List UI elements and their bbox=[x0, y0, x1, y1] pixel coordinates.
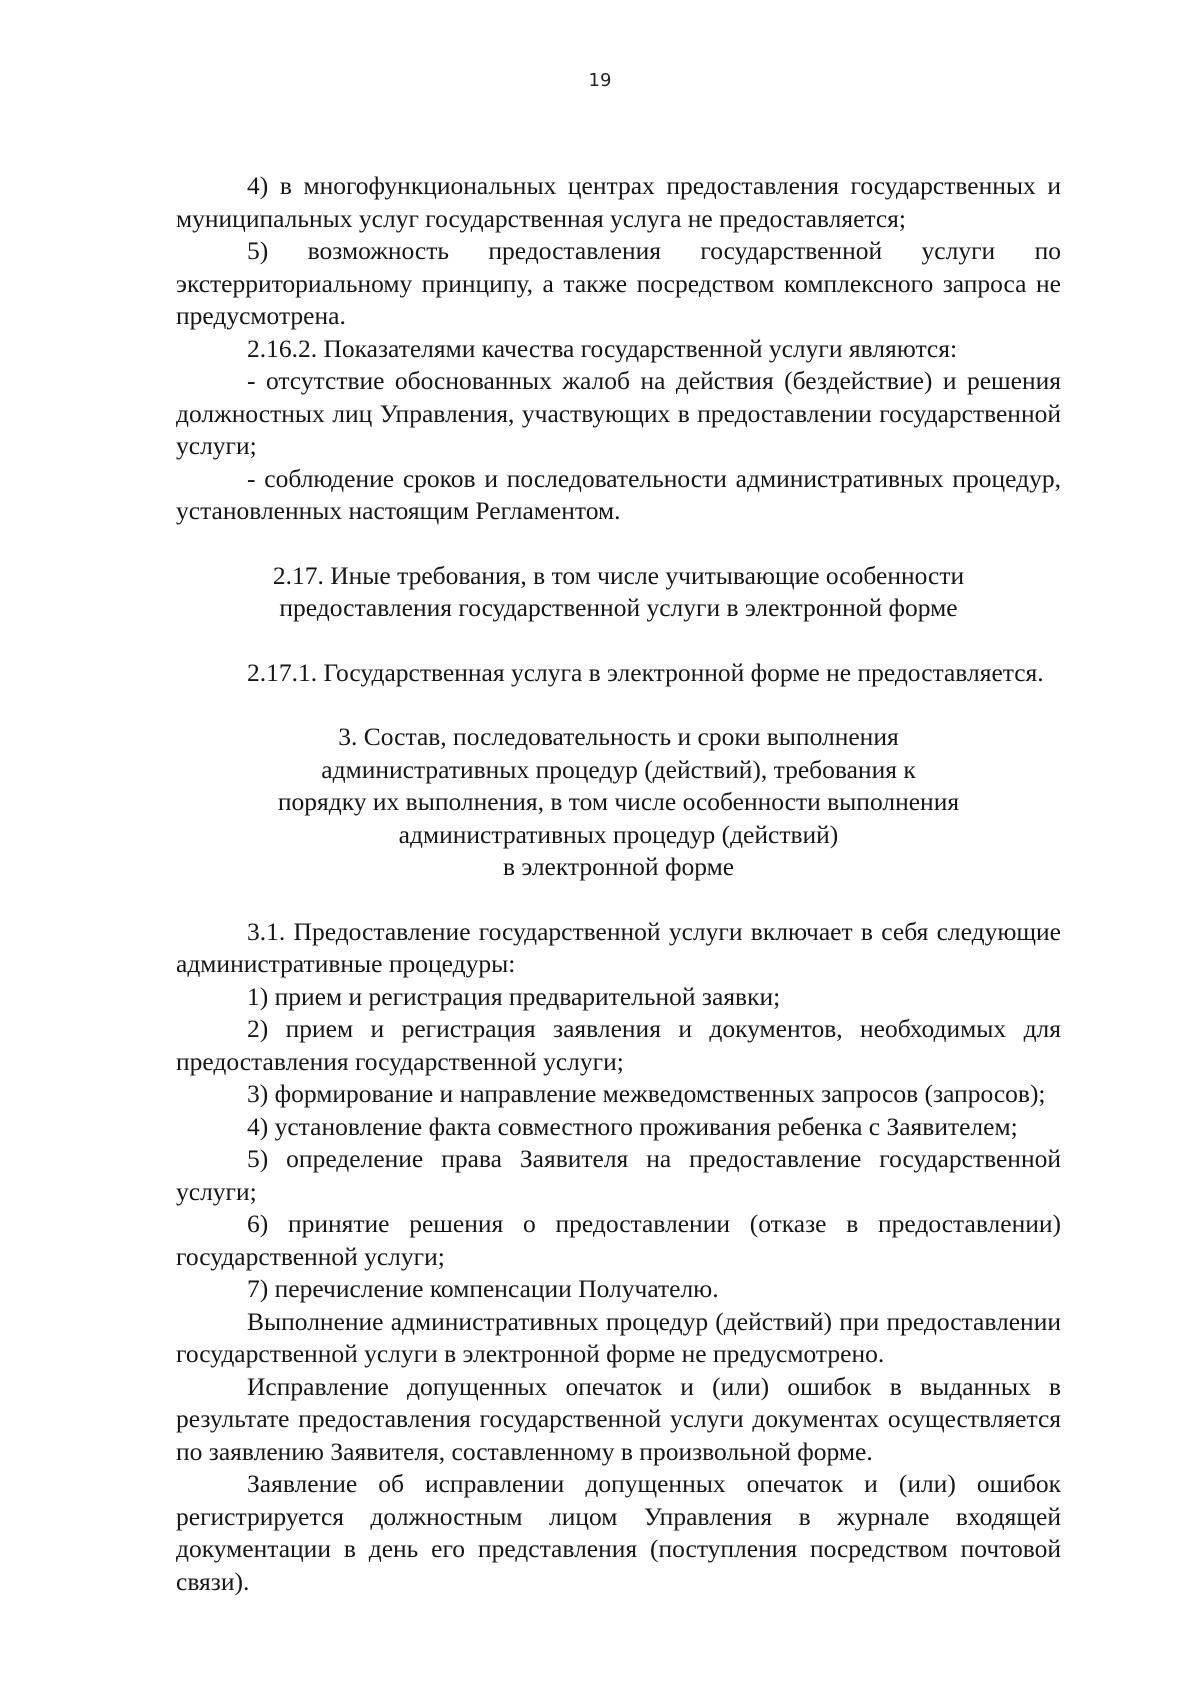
quality-indicator-1: - отсутствие обоснованных жалоб на действия (бездействие) и решения должностных лиц Управления, участвующих в предоставлении государственной услуги; bbox=[176, 366, 1061, 460]
document-body bbox=[176, 170, 1061, 1598]
heading-line: 2.17. Иные требования, в том числе учитывающие особенности bbox=[272, 560, 965, 590]
heading-line: предоставления государственной услуги в электронной форме bbox=[279, 593, 958, 622]
clause-2-17-1: 2.17.1. Государственная услуга в электронной форме не предоставляется. bbox=[247, 657, 1044, 687]
heading-line: административных процедур (действий), требования к bbox=[321, 754, 916, 784]
procedure-item: 4) установление факта совместного проживания ребенка с Заявителем; bbox=[247, 1111, 1018, 1141]
spacer bbox=[176, 625, 1061, 657]
page-number: 19 bbox=[588, 70, 612, 91]
spacer bbox=[176, 528, 1061, 560]
procedure-item: 2) прием и регистрация заявления и документов, необходимых для предоставления государственной услуги; bbox=[176, 1014, 1061, 1076]
clause-2-16-2: 2.16.2. Показателями качества государственной услуги являются: bbox=[247, 333, 958, 363]
spacer bbox=[176, 884, 1061, 916]
spacer bbox=[176, 689, 1061, 721]
heading-line: административных процедур (действий) bbox=[398, 819, 839, 849]
quality-indicator-2: - соблюдение сроков и последовательности административных процедур, установленных настоящим Регламентом. bbox=[176, 463, 1061, 525]
heading-line: 3. Состав, последовательность и сроки выполнения bbox=[338, 722, 899, 751]
item-4-paragraph: 4) в многофункциональных центрах предоставления государственных и муниципальных услуг государственная услуга не предоставляется; bbox=[176, 171, 1061, 233]
clause-3-1: 3.1. Предоставление государственной услуги включает в себя следующие административные процедуры: bbox=[176, 916, 1061, 978]
procedure-item: 7) перечисление компенсации Получателю. bbox=[247, 1274, 719, 1303]
corrections-paragraph: Исправление допущенных опечаток и (или) ошибок в выданных в результате предоставления государственной услуги документах осуществляется по заявлению Заявителя, составленному в произвольной форме. bbox=[176, 1371, 1061, 1466]
section-2-17-heading bbox=[176, 560, 1061, 625]
item-5-paragraph: 5) возможность предоставления государственной услуги по экстерриториальному принципу, а также посредством комплексного запроса не предусмотрена. bbox=[176, 236, 1061, 330]
electronic-form-paragraph: Выполнение административных процедур (действий) при предоставлении государственной услуги в электронной форме не предусмотрено. bbox=[176, 1306, 1061, 1368]
heading-line: в электронной форме bbox=[502, 852, 735, 881]
registration-paragraph: Заявление об исправлении допущенных опечаток и (или) ошибок регистрируется должностным лицом Управления в журнале входящей документации в день его представления (поступления посредством почтовой связи). bbox=[176, 1469, 1061, 1596]
section-3-heading bbox=[176, 721, 1061, 884]
procedure-item: 5) определение права Заявителя на предоставление государственной услуги; bbox=[176, 1144, 1061, 1206]
procedure-item: 3) формирование и направление межведомственных запросов (запросов); bbox=[247, 1079, 1046, 1108]
procedure-item: 6) принятие решения о предоставлении (отказе в предоставлении) государственной услуги; bbox=[176, 1209, 1061, 1271]
procedure-item: 1) прием и регистрация предварительной заявки; bbox=[247, 981, 781, 1011]
heading-line: порядку их выполнения, в том числе особенности выполнения bbox=[277, 787, 960, 816]
